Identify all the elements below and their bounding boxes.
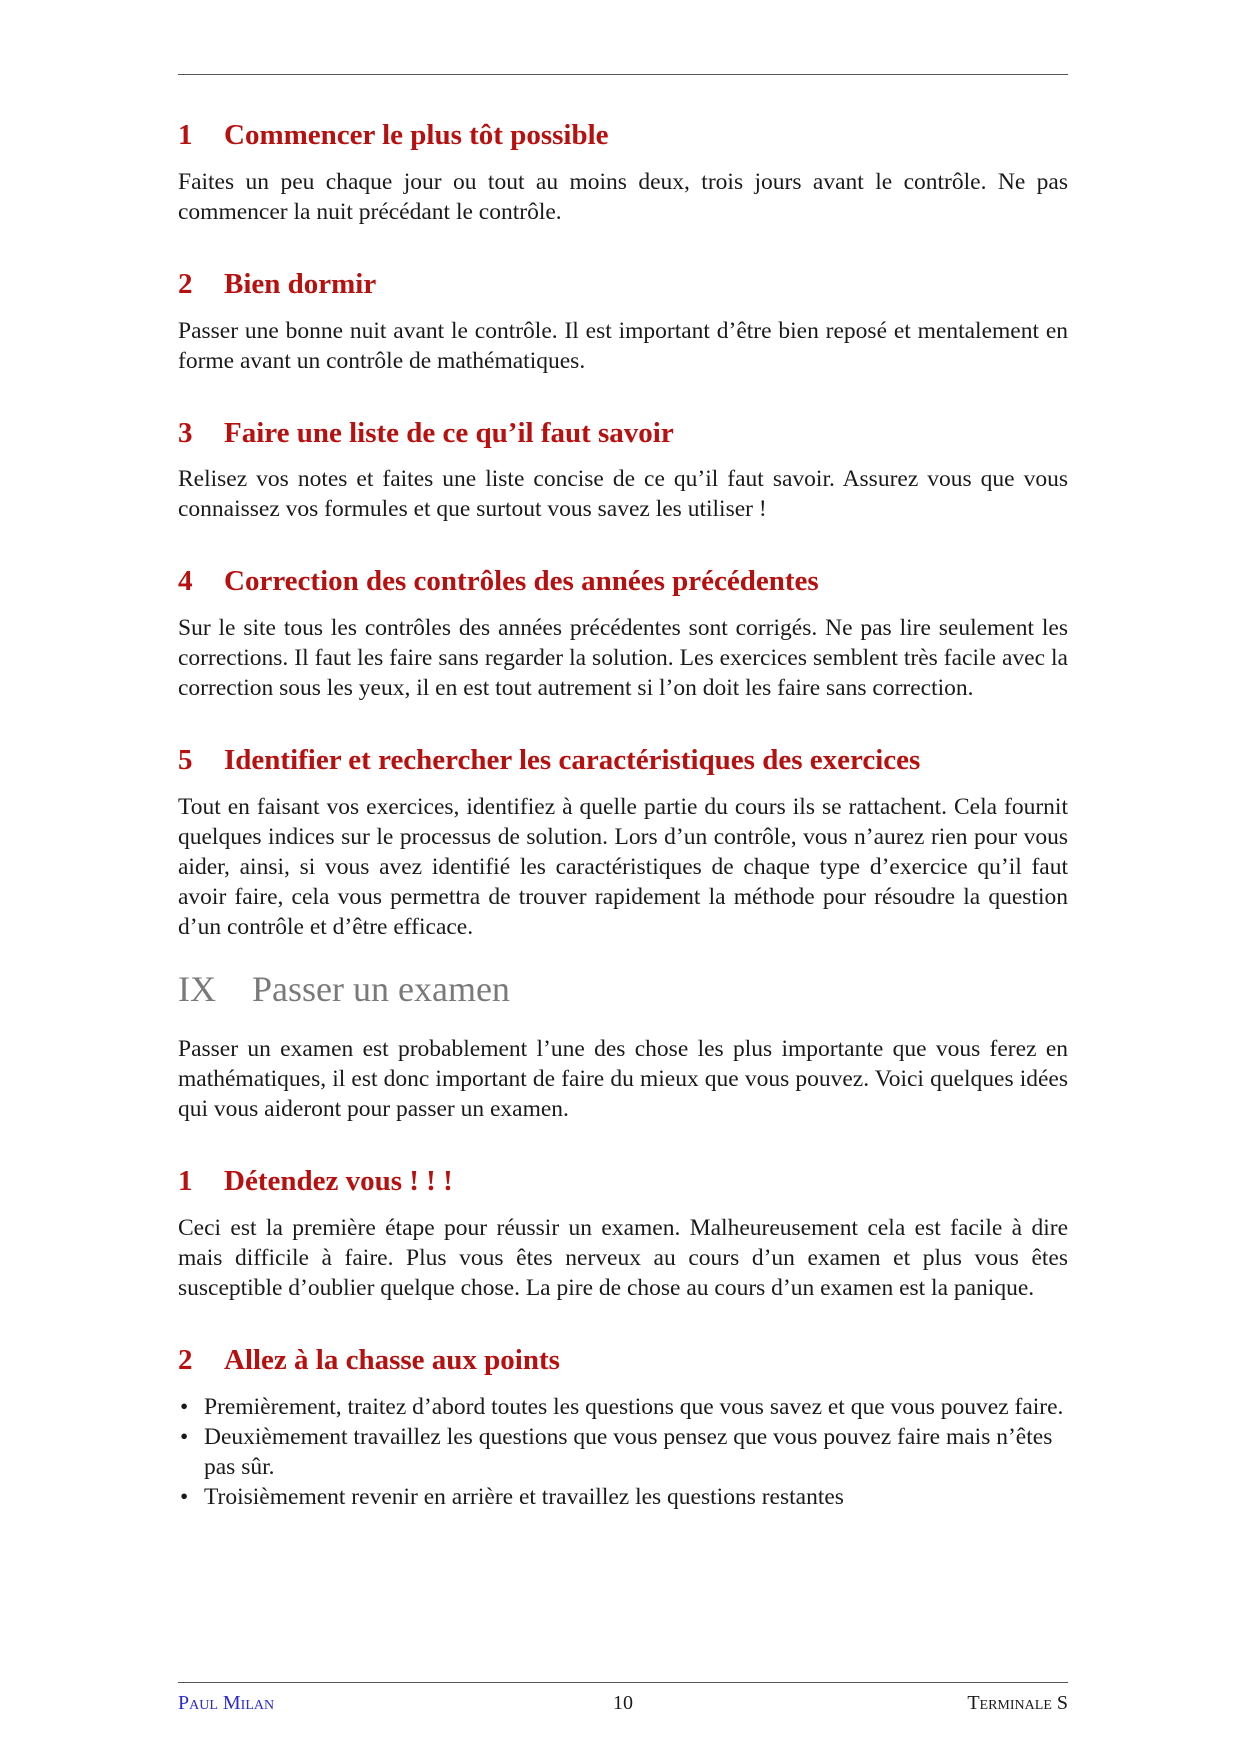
section-paragraph: Relisez vos notes et faites une liste concise de ce qu’il faut savoir. Assurez vous que vous connaissez vos formules et que surtout vous savez les utiliser ! [178, 466, 1068, 523]
bullet-icon: • [180, 1393, 189, 1420]
footer-rule [178, 1682, 1068, 1683]
section-heading: 1 Commencer le plus tôt possible [178, 119, 609, 151]
bullet-icon: • [180, 1423, 189, 1450]
section-heading: 5 Identifier et rechercher les caractéristiques des exercices [178, 744, 921, 777]
section-paragraph: Passer une bonne nuit avant le contrôle. Il est important d’être bien reposé et mentalement en forme avant un contrôle de mathématiques. [178, 317, 1068, 374]
footer-class: Terminale S [967, 1692, 1068, 1714]
section-paragraph: Faites un peu chaque jour ou tout au moins deux, trois jours avant le contrôle. Ne pas commencer la nuit précédant le contrôle. [178, 168, 1068, 225]
bullet-icon: • [180, 1483, 189, 1510]
section-heading: 3 Faire une liste de ce qu’il faut savoir [178, 416, 674, 449]
bullet-list [178, 1392, 1068, 1512]
list-item: • Premièrement, traitez d’abord toutes les questions que vous savez et que vous pouvez faire. [180, 1393, 1064, 1420]
section-paragraph: Sur le site tous les contrôles des années précédentes sont corrigés. Ne pas lire seulement les corrections. Il faut les faire sans regarder la solution. Les exercices semblent très facile avec la correction sous les yeux, il en est tout autrement si l’on doit les faire sans correction. [178, 615, 1068, 702]
header-rule [178, 74, 1068, 75]
footer-author[interactable]: Paul Milan [178, 1692, 275, 1714]
page-content [178, 118, 1068, 1512]
list-item: • Troisièmement revenir en arrière et travaillez les questions restantes [180, 1483, 844, 1510]
chapter-heading: IX Passer un examen [178, 968, 510, 1009]
exam-section-heading: 1 Détendez vous ! ! ! [178, 1164, 453, 1197]
section-heading: 2 Bien dormir [178, 267, 377, 300]
footer [178, 1692, 1068, 1722]
section-heading: 4 Correction des contrôles des années précédentes [178, 565, 819, 598]
section-paragraph: Tout en faisant vos exercices, identifiez à quelle partie du cours ils se rattachent. Cela fournit quelques indices sur le processus de solution. Lors d’un contrôle, vous n’aurez rien pour vous aider, ainsi, si vous avez identifié les caractéristiques de chaque type d’exercice qu’il faut avoir faire, cela vous permettra de trouver rapidement la méthode pour résoudre la question d’un contrôle et d’être efficace. [178, 793, 1068, 940]
exam-section-heading: 2 Allez à la chasse aux points [178, 1343, 560, 1376]
page-number: 10 [613, 1692, 633, 1714]
exam-section-paragraph: Ceci est la première étape pour réussir un examen. Malheureusement cela est facile à dire mais difficile à faire. Plus vous êtes nerveux au cours d’un examen et plus vous êtes susceptible d’oublier quelque chose. La pire de chose au cours d’un examen est la panique. [178, 1214, 1068, 1301]
chapter-intro: Passer un examen est probablement l’une des chose les plus importante que vous ferez en mathématiques, il est donc important de faire du mieux que vous pouvez. Voici quelques idées qui vous aideront pour passer un examen. [178, 1035, 1068, 1122]
list-item: • Deuxièmement travaillez les questions que vous pensez que vous pouvez faire mais n’êtes pas sûr. [180, 1423, 1053, 1480]
